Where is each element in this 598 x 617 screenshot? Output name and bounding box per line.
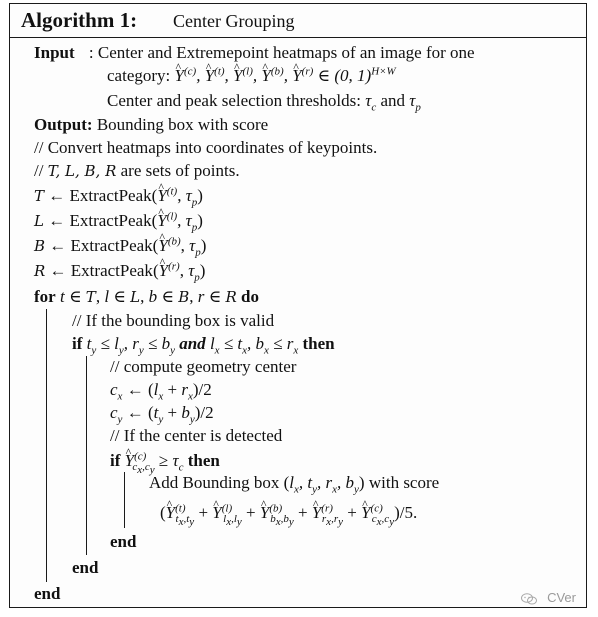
watermark xyxy=(521,590,576,605)
algorithm-title-bar xyxy=(10,4,586,38)
for-line: for t ∈ T, l ∈ L, b ∈ B, r ∈ R do xyxy=(34,287,259,306)
output-line xyxy=(34,115,268,135)
extract-fn-right: ExtractPeak xyxy=(70,261,153,280)
comment-convert: // Convert heatmaps into coordinates of keypoints. xyxy=(34,138,378,157)
output-description: Bounding box with score xyxy=(96,115,269,134)
then-keyword-2: then xyxy=(187,451,220,470)
and-keyword: and xyxy=(179,334,206,353)
if-valid-block-rule xyxy=(86,356,87,555)
input-description-3: Center and peak selection thresholds: xyxy=(107,91,361,110)
with-score-text: with score xyxy=(368,473,440,492)
end-for: end xyxy=(34,584,61,603)
extract-top-line: T ← ExtractPeak(^ $Y^{(t)}$, $\tau_p$) xyxy=(34,186,203,206)
heatmap-list: ^ $Y^{(c)}$, ^ $Y^{(t)}$, ^ $Y^{(l)}$, ^ $Y^{(b)}$, ^ $Y^{(r)}$ ∈ (0, 1)$^{H\times W}$ xyxy=(175,66,396,85)
end-if-valid: end xyxy=(72,558,99,577)
extract-bottom-line: B ← ExtractPeak(^ $Y^{(b)}$, $\tau_p$) xyxy=(34,236,206,256)
algorithm-label: Algorithm 1: xyxy=(21,8,138,32)
wechat-logo-icon xyxy=(521,593,537,605)
extract-fn-left: ExtractPeak xyxy=(69,211,152,230)
end-if-detected: end xyxy=(110,532,137,551)
cx-assignment: $c_x$ ← $(l_x + r_x)/2$ xyxy=(110,380,212,403)
for-keyword: for xyxy=(34,287,56,306)
input-keyword: Input xyxy=(34,43,75,62)
output-keyword: Output: xyxy=(34,115,93,134)
add-box-line: Add Bounding box ($l_x$, $t_y$, $r_x$, $b_y$) with score xyxy=(149,473,440,496)
input-line-2 xyxy=(107,66,396,86)
extract-fn-top: ExtractPeak xyxy=(69,186,152,205)
comment-detected: // If the center is detected xyxy=(110,426,283,445)
watermark-text: CVer xyxy=(547,590,576,605)
algorithm-name: Center Grouping xyxy=(173,11,295,31)
input-line-1: Input : Center and Extremepoint heatmaps of an image for one xyxy=(34,43,475,62)
if-keyword-1: if xyxy=(72,334,83,353)
if-detected-line: if ^ $Y^{(c)}_{c_x,c_y} \ge \tau_c$ then xyxy=(110,451,220,471)
extract-right-line: R ← ExtractPeak(^ $Y^{(r)}$, $\tau_p$) xyxy=(34,261,205,281)
comment-valid: // If the bounding box is valid xyxy=(72,311,275,330)
input-category-label: category: xyxy=(107,66,171,85)
score-formula: (^ $Y^{(t)}_{t_x,t_y}$ + ^ $Y^{(l)}_{l_x,l_y}$ + ^ $Y^{(b)}_{b_x,b_y}$ + ^ $Y^{(r)}_{r_x,r_y}$ + ^ $Y^{(c)}_{c_x,c_y})/5$. xyxy=(160,503,417,523)
if-keyword-2: if xyxy=(110,451,121,470)
cy-assignment: $c_y$ ← $(t_y + b_y)/2$ xyxy=(110,403,214,426)
comment-sets-text: are sets of points. xyxy=(120,161,240,180)
comment-center: // compute geometry center xyxy=(110,357,297,376)
then-keyword-1: then xyxy=(302,334,335,353)
do-keyword: do xyxy=(241,287,259,306)
input-line-3: Center and peak selection thresholds: $\tau_c$ and $\tau_p$ xyxy=(107,91,421,114)
if-valid-line: if $t_y \le l_y$, $r_y \le b_y$ and $l_x \le t_x$, $b_x \le r_x$ then xyxy=(72,334,335,357)
extract-left-line: L ← ExtractPeak(^ $Y^{(l)}$, $\tau_p$) xyxy=(34,211,203,231)
extract-fn-bottom: ExtractPeak xyxy=(70,236,153,255)
comment-sets: // T, L, B, R are sets of points. xyxy=(34,161,240,180)
if-detected-block-rule xyxy=(124,472,125,528)
for-block-rule xyxy=(46,309,47,582)
add-box-text: Add Bounding box xyxy=(149,473,280,492)
threshold-symbols: $\tau_c$ xyxy=(365,91,377,114)
input-description-1: Center and Extremepoint heatmaps of an image for one xyxy=(97,43,475,62)
